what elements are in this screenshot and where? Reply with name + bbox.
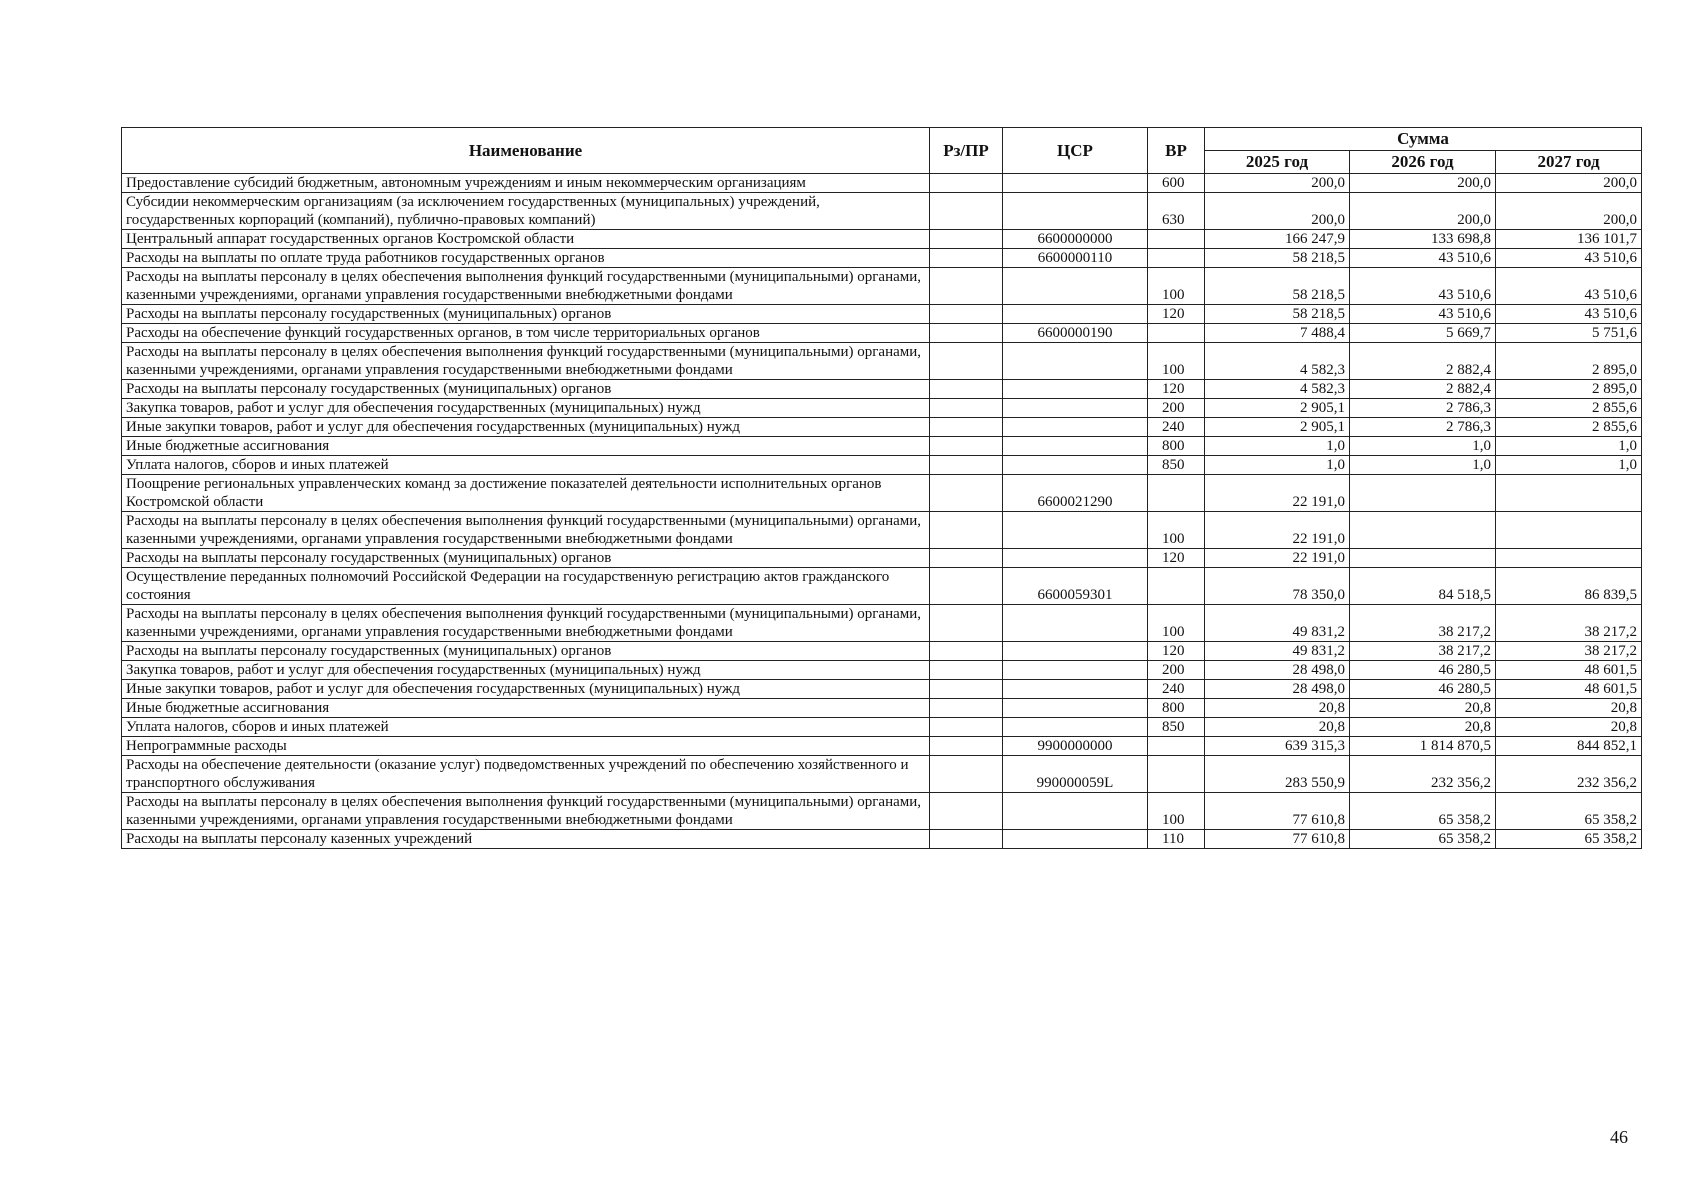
amount-2026-cell: 43 510,6 [1350, 268, 1496, 305]
amount-2025-cell: 639 315,3 [1205, 737, 1350, 756]
name-cell: Осуществление переданных полномочий Российской Федерации на государственную регистрацию актов гражданского состояния [122, 568, 930, 605]
amount-2027-cell: 2 855,6 [1496, 418, 1642, 437]
csr-cell: 6600000110 [1003, 249, 1148, 268]
amount-2025-cell: 58 218,5 [1205, 305, 1350, 324]
rzpr-cell [930, 830, 1003, 849]
rzpr-cell [930, 399, 1003, 418]
table-row [122, 399, 1642, 418]
amount-2026-cell [1350, 512, 1496, 549]
rzpr-cell [930, 642, 1003, 661]
amount-2027-cell: 200,0 [1496, 174, 1642, 193]
csr-cell [1003, 793, 1148, 830]
header-year-2026: 2026 год [1350, 151, 1496, 174]
csr-cell [1003, 437, 1148, 456]
rzpr-cell [930, 512, 1003, 549]
vr-cell [1148, 249, 1205, 268]
rzpr-cell [930, 249, 1003, 268]
amount-2026-cell: 1,0 [1350, 437, 1496, 456]
amount-2026-cell: 46 280,5 [1350, 661, 1496, 680]
name-cell: Расходы на выплаты персоналу казенных учреждений [122, 830, 930, 849]
amount-2025-cell: 2 905,1 [1205, 418, 1350, 437]
rzpr-cell [930, 661, 1003, 680]
rzpr-cell [930, 193, 1003, 230]
vr-cell: 100 [1148, 268, 1205, 305]
amount-2026-cell: 43 510,6 [1350, 249, 1496, 268]
csr-cell: 6600059301 [1003, 568, 1148, 605]
csr-cell [1003, 661, 1148, 680]
vr-cell [1148, 475, 1205, 512]
table-row [122, 568, 1642, 605]
header-year-2027: 2027 год [1496, 151, 1642, 174]
amount-2025-cell: 4 582,3 [1205, 380, 1350, 399]
rzpr-cell [930, 475, 1003, 512]
name-cell: Уплата налогов, сборов и иных платежей [122, 718, 930, 737]
vr-cell: 100 [1148, 512, 1205, 549]
rzpr-cell [930, 699, 1003, 718]
amount-2025-cell: 200,0 [1205, 193, 1350, 230]
csr-cell: 6600021290 [1003, 475, 1148, 512]
amount-2026-cell: 5 669,7 [1350, 324, 1496, 343]
rzpr-cell [930, 756, 1003, 793]
csr-cell [1003, 718, 1148, 737]
amount-2025-cell: 78 350,0 [1205, 568, 1350, 605]
csr-cell: 6600000190 [1003, 324, 1148, 343]
vr-cell [1148, 568, 1205, 605]
amount-2027-cell: 43 510,6 [1496, 305, 1642, 324]
rzpr-cell [930, 718, 1003, 737]
csr-cell [1003, 380, 1148, 399]
amount-2026-cell: 38 217,2 [1350, 642, 1496, 661]
csr-cell [1003, 193, 1148, 230]
amount-2027-cell: 48 601,5 [1496, 661, 1642, 680]
budget-table [121, 127, 1642, 849]
table-row [122, 661, 1642, 680]
amount-2025-cell: 20,8 [1205, 718, 1350, 737]
amount-2027-cell: 5 751,6 [1496, 324, 1642, 343]
rzpr-cell [930, 737, 1003, 756]
name-cell: Расходы на выплаты персоналу государственных (муниципальных) органов [122, 642, 930, 661]
amount-2027-cell: 200,0 [1496, 193, 1642, 230]
amount-2026-cell [1350, 549, 1496, 568]
vr-cell: 600 [1148, 174, 1205, 193]
amount-2027-cell: 43 510,6 [1496, 249, 1642, 268]
amount-2025-cell: 58 218,5 [1205, 249, 1350, 268]
rzpr-cell [930, 568, 1003, 605]
vr-cell [1148, 756, 1205, 793]
amount-2026-cell: 1,0 [1350, 456, 1496, 475]
amount-2027-cell [1496, 475, 1642, 512]
csr-cell [1003, 343, 1148, 380]
amount-2026-cell: 65 358,2 [1350, 830, 1496, 849]
name-cell: Уплата налогов, сборов и иных платежей [122, 456, 930, 475]
amount-2027-cell: 844 852,1 [1496, 737, 1642, 756]
csr-cell [1003, 830, 1148, 849]
name-cell: Расходы на выплаты по оплате труда работников государственных органов [122, 249, 930, 268]
rzpr-cell [930, 549, 1003, 568]
amount-2027-cell: 43 510,6 [1496, 268, 1642, 305]
amount-2027-cell: 86 839,5 [1496, 568, 1642, 605]
vr-cell: 100 [1148, 605, 1205, 642]
csr-cell [1003, 605, 1148, 642]
vr-cell: 850 [1148, 456, 1205, 475]
amount-2025-cell: 7 488,4 [1205, 324, 1350, 343]
amount-2025-cell: 77 610,8 [1205, 793, 1350, 830]
name-cell: Непрограммные расходы [122, 737, 930, 756]
rzpr-cell [930, 418, 1003, 437]
vr-cell: 850 [1148, 718, 1205, 737]
amount-2027-cell: 2 895,0 [1496, 343, 1642, 380]
table-row [122, 380, 1642, 399]
table-header [122, 128, 1642, 174]
name-cell: Расходы на выплаты персоналу в целях обеспечения выполнения функций государственными (муниципальными) органами, казенными учреждениями, органами управления государственными внебюджетными фондами [122, 343, 930, 380]
name-cell: Расходы на обеспечение функций государственных органов, в том числе территориальных органов [122, 324, 930, 343]
csr-cell [1003, 456, 1148, 475]
rzpr-cell [930, 174, 1003, 193]
amount-2027-cell: 38 217,2 [1496, 605, 1642, 642]
rzpr-cell [930, 680, 1003, 699]
header-csr: ЦСР [1003, 128, 1148, 174]
name-cell: Иные бюджетные ассигнования [122, 437, 930, 456]
rzpr-cell [930, 456, 1003, 475]
amount-2026-cell: 20,8 [1350, 718, 1496, 737]
vr-cell: 630 [1148, 193, 1205, 230]
amount-2025-cell: 283 550,9 [1205, 756, 1350, 793]
amount-2026-cell: 84 518,5 [1350, 568, 1496, 605]
amount-2026-cell: 133 698,8 [1350, 230, 1496, 249]
amount-2026-cell: 43 510,6 [1350, 305, 1496, 324]
amount-2027-cell: 48 601,5 [1496, 680, 1642, 699]
table-row [122, 718, 1642, 737]
amount-2026-cell: 200,0 [1350, 193, 1496, 230]
amount-2027-cell: 2 895,0 [1496, 380, 1642, 399]
amount-2025-cell: 49 831,2 [1205, 605, 1350, 642]
rzpr-cell [930, 324, 1003, 343]
vr-cell: 120 [1148, 305, 1205, 324]
table-row [122, 437, 1642, 456]
amount-2027-cell: 1,0 [1496, 456, 1642, 475]
header-name: Наименование [122, 128, 930, 174]
table-row [122, 642, 1642, 661]
amount-2025-cell: 166 247,9 [1205, 230, 1350, 249]
vr-cell: 110 [1148, 830, 1205, 849]
rzpr-cell [930, 343, 1003, 380]
rzpr-cell [930, 605, 1003, 642]
vr-cell: 120 [1148, 380, 1205, 399]
amount-2026-cell: 38 217,2 [1350, 605, 1496, 642]
csr-cell [1003, 512, 1148, 549]
amount-2026-cell [1350, 475, 1496, 512]
name-cell: Расходы на выплаты персоналу государственных (муниципальных) органов [122, 549, 930, 568]
vr-cell: 200 [1148, 661, 1205, 680]
csr-cell [1003, 399, 1148, 418]
name-cell: Субсидии некоммерческим организациям (за исключением государственных (муниципальных) учреждений, государственных корпораций (компаний), публично-правовых компаний) [122, 193, 930, 230]
rzpr-cell [930, 380, 1003, 399]
amount-2026-cell: 20,8 [1350, 699, 1496, 718]
amount-2026-cell: 2 786,3 [1350, 399, 1496, 418]
amount-2026-cell: 1 814 870,5 [1350, 737, 1496, 756]
amount-2025-cell: 200,0 [1205, 174, 1350, 193]
csr-cell [1003, 642, 1148, 661]
table-row [122, 756, 1642, 793]
table-row [122, 680, 1642, 699]
name-cell: Закупка товаров, работ и услуг для обеспечения государственных (муниципальных) нужд [122, 661, 930, 680]
table-row [122, 793, 1642, 830]
rzpr-cell [930, 268, 1003, 305]
header-sum: Сумма [1205, 128, 1642, 151]
amount-2025-cell: 22 191,0 [1205, 512, 1350, 549]
amount-2025-cell: 1,0 [1205, 456, 1350, 475]
table-row [122, 305, 1642, 324]
table-body [122, 174, 1642, 849]
amount-2027-cell: 38 217,2 [1496, 642, 1642, 661]
vr-cell: 100 [1148, 343, 1205, 380]
name-cell: Расходы на выплаты персоналу в целях обеспечения выполнения функций государственными (муниципальными) органами, казенными учреждениями, органами управления государственными внебюджетными фондами [122, 605, 930, 642]
amount-2026-cell: 65 358,2 [1350, 793, 1496, 830]
name-cell: Расходы на выплаты персоналу государственных (муниципальных) органов [122, 305, 930, 324]
amount-2025-cell: 20,8 [1205, 699, 1350, 718]
amount-2025-cell: 28 498,0 [1205, 680, 1350, 699]
vr-cell: 240 [1148, 680, 1205, 699]
vr-cell: 200 [1148, 399, 1205, 418]
csr-cell [1003, 268, 1148, 305]
rzpr-cell [930, 437, 1003, 456]
table-row [122, 512, 1642, 549]
page-number: 46 [1610, 1127, 1628, 1147]
rzpr-cell [930, 230, 1003, 249]
table-row [122, 230, 1642, 249]
vr-cell: 100 [1148, 793, 1205, 830]
csr-cell [1003, 418, 1148, 437]
csr-cell [1003, 305, 1148, 324]
amount-2026-cell: 2 882,4 [1350, 380, 1496, 399]
table-row [122, 418, 1642, 437]
vr-cell [1148, 737, 1205, 756]
rzpr-cell [930, 305, 1003, 324]
header-year-2025: 2025 год [1205, 151, 1350, 174]
name-cell: Центральный аппарат государственных органов Костромской области [122, 230, 930, 249]
amount-2025-cell: 1,0 [1205, 437, 1350, 456]
amount-2025-cell: 22 191,0 [1205, 549, 1350, 568]
csr-cell: 9900000000 [1003, 737, 1148, 756]
amount-2025-cell: 22 191,0 [1205, 475, 1350, 512]
name-cell: Поощрение региональных управленческих команд за достижение показателей деятельности исполнительных органов Костромской области [122, 475, 930, 512]
table-row [122, 699, 1642, 718]
amount-2026-cell: 46 280,5 [1350, 680, 1496, 699]
csr-cell: 6600000000 [1003, 230, 1148, 249]
vr-cell [1148, 324, 1205, 343]
table-row [122, 830, 1642, 849]
name-cell: Расходы на выплаты персоналу государственных (муниципальных) органов [122, 380, 930, 399]
amount-2027-cell: 20,8 [1496, 718, 1642, 737]
table-row [122, 605, 1642, 642]
csr-cell [1003, 549, 1148, 568]
table-row [122, 737, 1642, 756]
table-row [122, 549, 1642, 568]
vr-cell: 800 [1148, 437, 1205, 456]
csr-cell [1003, 699, 1148, 718]
name-cell: Расходы на выплаты персоналу в целях обеспечения выполнения функций государственными (муниципальными) органами, казенными учреждениями, органами управления государственными внебюджетными фондами [122, 793, 930, 830]
table-row [122, 324, 1642, 343]
vr-cell: 120 [1148, 549, 1205, 568]
name-cell: Расходы на выплаты персоналу в целях обеспечения выполнения функций государственными (муниципальными) органами, казенными учреждениями, органами управления государственными внебюджетными фондами [122, 268, 930, 305]
rzpr-cell [930, 793, 1003, 830]
amount-2026-cell: 2 882,4 [1350, 343, 1496, 380]
amount-2027-cell [1496, 512, 1642, 549]
name-cell: Расходы на выплаты персоналу в целях обеспечения выполнения функций государственными (муниципальными) органами, казенными учреждениями, органами управления государственными внебюджетными фондами [122, 512, 930, 549]
amount-2025-cell: 49 831,2 [1205, 642, 1350, 661]
amount-2027-cell: 232 356,2 [1496, 756, 1642, 793]
amount-2025-cell: 58 218,5 [1205, 268, 1350, 305]
amount-2026-cell: 200,0 [1350, 174, 1496, 193]
table-row [122, 456, 1642, 475]
table-row [122, 174, 1642, 193]
amount-2027-cell [1496, 549, 1642, 568]
table-row [122, 193, 1642, 230]
vr-cell: 240 [1148, 418, 1205, 437]
table-row [122, 268, 1642, 305]
header-vr: ВР [1148, 128, 1205, 174]
vr-cell: 800 [1148, 699, 1205, 718]
amount-2027-cell: 20,8 [1496, 699, 1642, 718]
name-cell: Иные бюджетные ассигнования [122, 699, 930, 718]
name-cell: Закупка товаров, работ и услуг для обеспечения государственных (муниципальных) нужд [122, 399, 930, 418]
amount-2025-cell: 4 582,3 [1205, 343, 1350, 380]
amount-2026-cell: 232 356,2 [1350, 756, 1496, 793]
table-row [122, 249, 1642, 268]
amount-2026-cell: 2 786,3 [1350, 418, 1496, 437]
amount-2025-cell: 28 498,0 [1205, 661, 1350, 680]
vr-cell: 120 [1148, 642, 1205, 661]
table-row [122, 475, 1642, 512]
amount-2027-cell: 65 358,2 [1496, 793, 1642, 830]
amount-2025-cell: 2 905,1 [1205, 399, 1350, 418]
csr-cell: 990000059L [1003, 756, 1148, 793]
csr-cell [1003, 680, 1148, 699]
amount-2027-cell: 65 358,2 [1496, 830, 1642, 849]
amount-2025-cell: 77 610,8 [1205, 830, 1350, 849]
amount-2027-cell: 136 101,7 [1496, 230, 1642, 249]
name-cell: Иные закупки товаров, работ и услуг для обеспечения государственных (муниципальных) нужд [122, 418, 930, 437]
header-rzpr: Рз/ПР [930, 128, 1003, 174]
amount-2027-cell: 2 855,6 [1496, 399, 1642, 418]
name-cell: Иные закупки товаров, работ и услуг для обеспечения государственных (муниципальных) нужд [122, 680, 930, 699]
csr-cell [1003, 174, 1148, 193]
name-cell: Расходы на обеспечение деятельности (оказание услуг) подведомственных учреждений по обеспечению хозяйственного и транспортного обслуживания [122, 756, 930, 793]
vr-cell [1148, 230, 1205, 249]
name-cell: Предоставление субсидий бюджетным, автономным учреждениям и иным некоммерческим организациям [122, 174, 930, 193]
amount-2027-cell: 1,0 [1496, 437, 1642, 456]
table-row [122, 343, 1642, 380]
